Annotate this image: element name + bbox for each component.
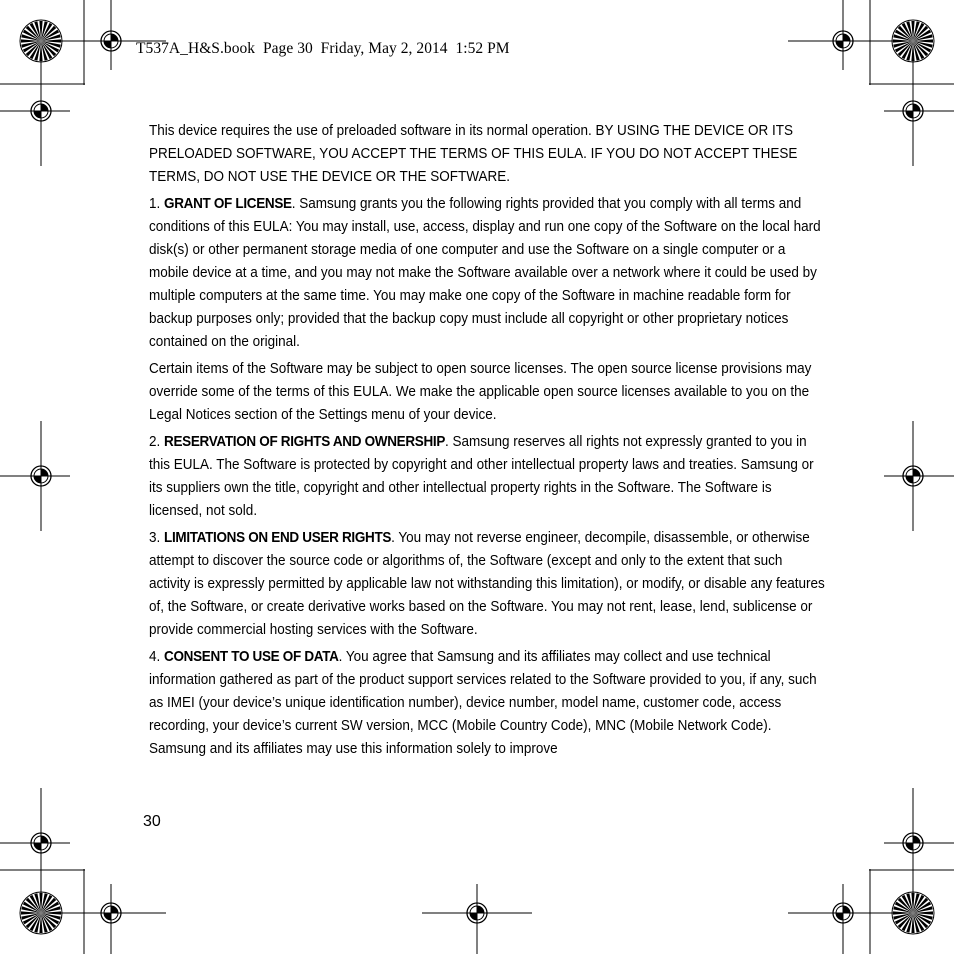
section-title: CONSENT TO USE OF DATA — [164, 648, 339, 665]
section-number: 1. — [149, 195, 165, 212]
section-text: . Samsung reserves all rights not expressly granted to you in this EULA. The Software is protected by copyright and other intellectual property laws and treaties. Samsung or its suppliers own the title, copyright and other intellectual property rights in the Software. The Software is licensed, not sold. — [149, 433, 814, 519]
registration-target-icon — [31, 466, 51, 486]
intro-paragraph: This device requires the use of preloaded software in its normal operation. BY USING THE DEVICE OR ITS PRELOADED SOFTWARE, YOU ACCEPT THE TERMS OF THIS EULA. IF YOU DO NOT ACCEPT THESE TERMS, DO NOT USE THE DEVICE OR THE SOFTWARE. — [149, 122, 798, 185]
registration-target-icon — [31, 101, 51, 121]
section-text: Certain items of the Software may be subject to open source licenses. The open source license provisions may override some of the terms of this EULA. We make the applicable open source licenses available to you on the Legal Notices section of the Settings menu of your device. — [149, 360, 812, 423]
section-number: 4. — [149, 648, 165, 665]
section-number: 3. — [149, 529, 165, 546]
page-number: 30 — [143, 813, 161, 830]
registration-target-icon — [101, 31, 121, 51]
book-header: T537A_H&S.book Page 30 Friday, May 2, 2014 1:52 PM — [136, 40, 510, 57]
registration-target-icon — [833, 903, 853, 923]
registration-target-icon — [31, 833, 51, 853]
section-title: GRANT OF LICENSE — [164, 195, 292, 212]
registration-target-icon — [903, 466, 923, 486]
section-text: . You agree that Samsung and its affiliates may collect and use technical information gathered as part of the product support services related to the Software provided to you, if any, such as IMEI (your device’s unique identification number), device number, model name, customer code, access recording, your device’s current SW version, MCC (Mobile Country Code), MNC (Mobile Network Code). Samsung and its affiliates may use this information solely to improve — [149, 648, 817, 757]
section-grant-of-license — [149, 192, 825, 353]
star-target-icon — [892, 20, 934, 62]
section-title: RESERVATION OF RIGHTS AND OWNERSHIP — [164, 433, 446, 450]
open-source-paragraph — [149, 357, 825, 426]
eula-body — [149, 119, 825, 764]
section-text: . Samsung grants you the following rights provided that you comply with all terms and conditions of this EULA: You may install, use, access, display and run one copy of the Software on the local hard disk(s) or other permanent storage media of one computer and use the Software on a single computer or a mobile device at a time, and you may not make the Software available over a network where it could be used by multiple computers at the same time. You may make one copy of the Software in machine readable form for backup purposes only; provided that the backup copy must include all copyright or other proprietary notices contained on the original. — [149, 195, 821, 350]
section-title: LIMITATIONS ON END USER RIGHTS — [164, 529, 392, 546]
registration-target-icon — [903, 833, 923, 853]
registration-target-icon — [833, 31, 853, 51]
registration-target-icon — [903, 101, 923, 121]
registration-target-icon — [467, 903, 487, 923]
star-target-icon — [20, 20, 62, 62]
section-limitations — [149, 526, 825, 641]
star-target-icon — [892, 892, 934, 934]
section-text: . You may not reverse engineer, decompile, disassemble, or otherwise attempt to discover the source code or algorithms of, the Software (except and only to the extent that such activity is expressly permitted by applicable law not withstanding this limitation), or modify, or disable any features of, the Software, or create derivative works based on the Software. You may not rent, lease, lend, sublicense or provide commercial hosting services with the Software. — [149, 529, 825, 638]
registration-target-icon — [101, 903, 121, 923]
section-reservation-of-rights — [149, 430, 825, 522]
star-target-icon — [20, 892, 62, 934]
section-consent-to-data — [149, 645, 825, 760]
section-number: 2. — [149, 433, 165, 450]
